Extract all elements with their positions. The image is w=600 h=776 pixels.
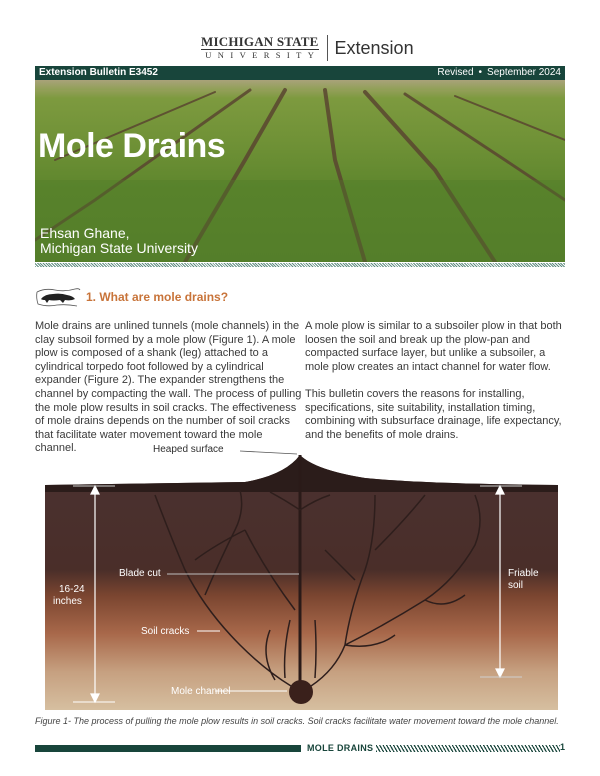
body-column-right [305,320,567,456]
hero-photo [35,80,565,262]
label-heaped-surface: Heaped surface [153,444,224,455]
author [40,226,198,256]
page-number: 1 [560,742,566,752]
section-heading [35,286,228,308]
page-title: Mole Drains [38,127,226,165]
paragraph: Mole drains are unlined tunnels (mole channels) in the clay subsoil formed by a mole plow (Figure 1). A mole plow is composed of a shank (leg) attached to a cylindrical torpedo foot followed by a cylindrical expander (Figure 2). The expander strengthens the channel by compacting the wall. The process of pulling the mole plow results in soil cracks. The effectiveness of mole drains depends on the number of soil cracks that facilitate water movement toward the mole channel. [35,320,302,455]
logo-divider [327,35,328,61]
msu-wordmark [201,35,319,61]
figure-caption: Figure 1- The process of pulling the mole plow results in soil cracks. Soil cracks facilitate water movement toward the mole channel. [35,716,559,726]
label-blade-cut: Blade cut [119,568,161,579]
paragraph: A mole plow is similar to a subsoiler plow in that both loosen the soil and break up the plow-pan and compacted surface layer, but unlike a subsoiler, a mole plow creates an intact channel for water flow. [305,320,562,373]
bulletin-banner [35,66,565,80]
revised-label: Revised [437,67,474,78]
hatched-divider [35,263,565,267]
logo-line2: UNIVERSITY [205,50,321,60]
logo-line1: MICHIGAN STATE [201,34,319,49]
msu-extension-logo [201,33,414,63]
revision-info [437,66,561,80]
paragraph: This bulletin covers the reasons for installing, specifications, site suitability, installation timing, combining with subsurface drainage, life expectancy, and the benefits of mole drains. [305,387,562,441]
label-depth-value: 16-24 [59,584,85,595]
mole-icon [35,286,81,308]
figure-1-soil-diagram [45,444,558,710]
author-name: Ehsan Ghane, [40,225,130,241]
label-depth-unit: inches [53,596,82,607]
label-mole-channel: Mole channel [171,686,231,697]
bullet-separator: • [478,67,483,78]
label-soil: soil [508,580,524,591]
mole-channel-shape [289,680,313,704]
label-friable: Friable [508,568,539,579]
footer-hatch [376,745,560,752]
bulletin-number: Extension Bulletin E3452 [39,67,158,78]
revision-date: September 2024 [487,67,561,78]
soil-profile-illustration [45,450,558,710]
logo-extension: Extension [334,37,414,58]
author-affiliation: Michigan State University [40,240,198,256]
section-title: 1. What are mole drains? [86,290,229,304]
label-soil-cracks: Soil cracks [141,626,190,637]
footer-title: MOLE DRAINS [307,743,374,753]
footer-bar [35,745,301,752]
heaped-leader [240,451,297,454]
